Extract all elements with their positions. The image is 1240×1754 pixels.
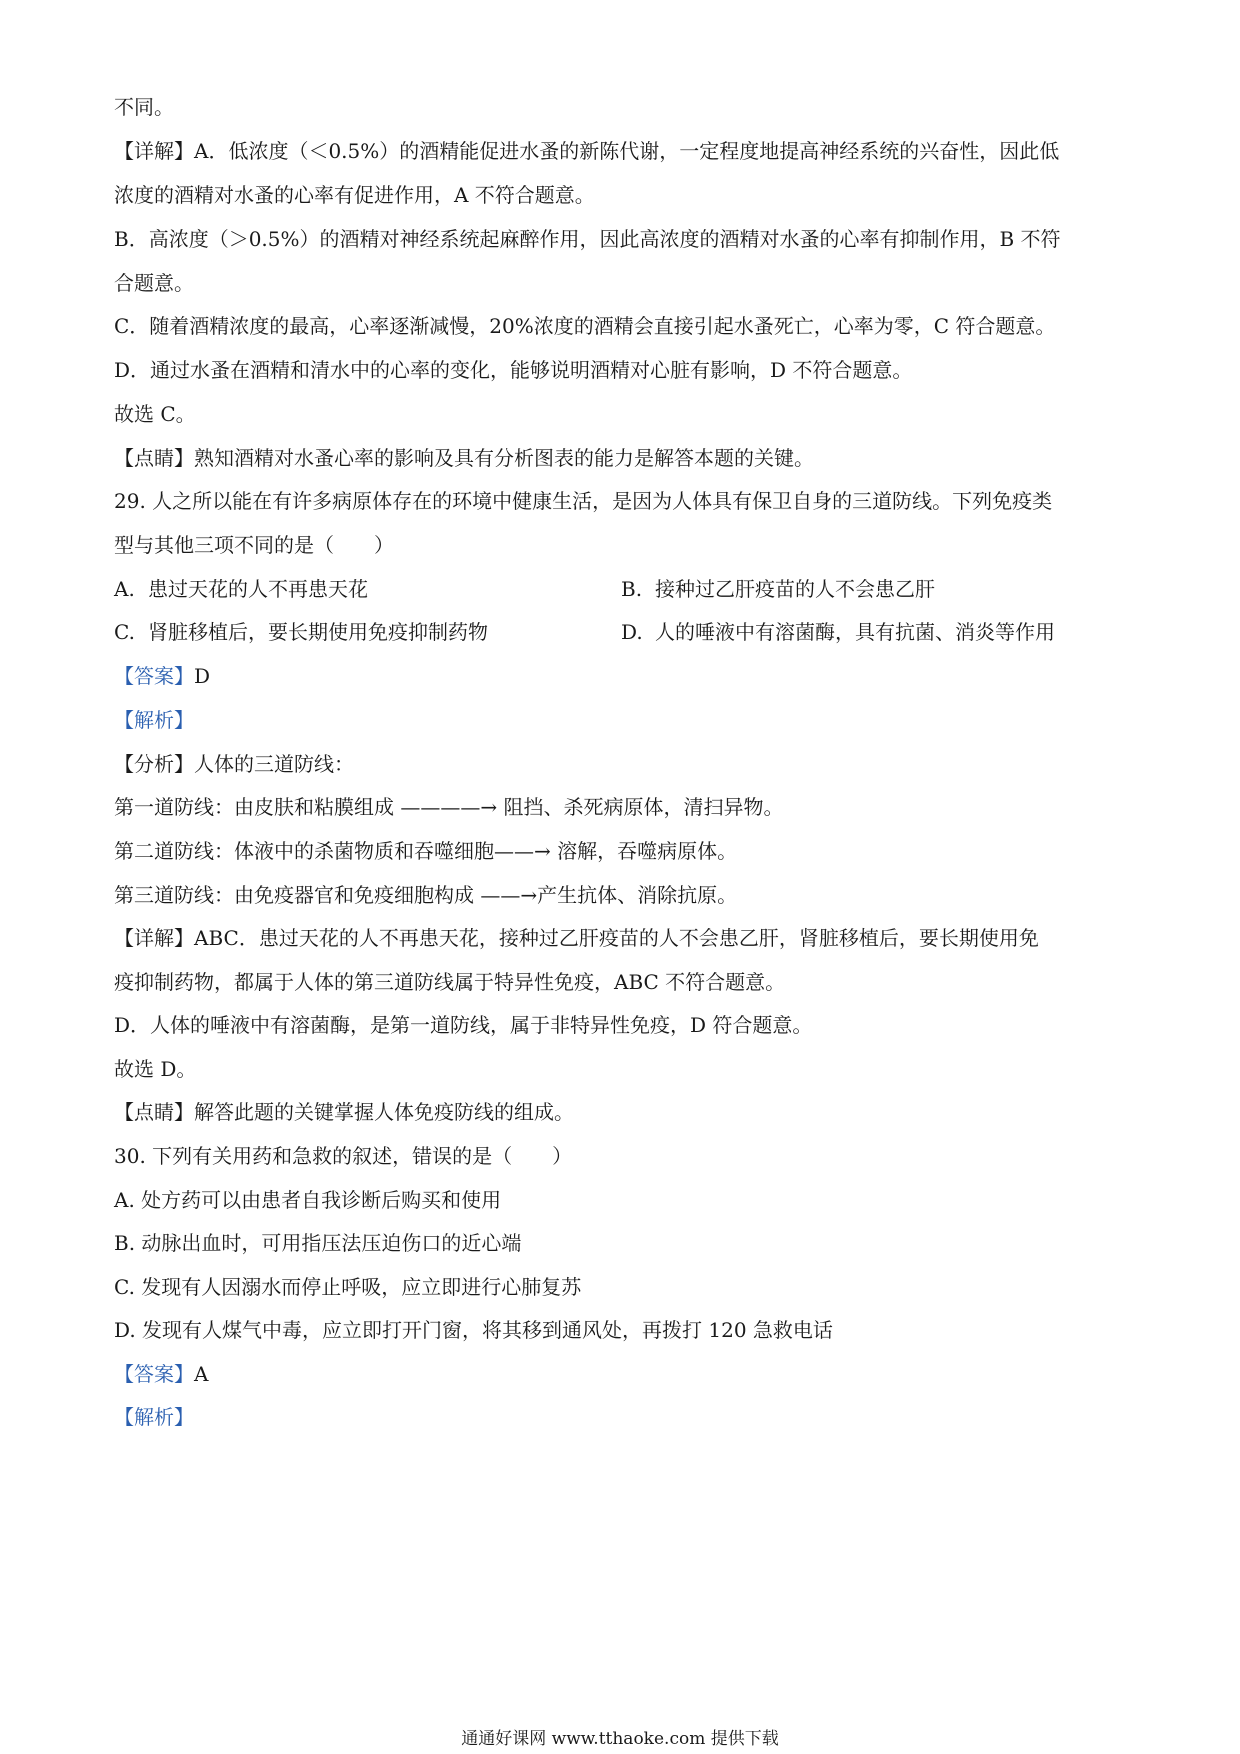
text-line: 合题意。 [114, 271, 194, 295]
q30-option-b: B. 动脉出血时，可用指压法压迫伤口的近心端 [114, 1231, 522, 1255]
q29-option-b [621, 574, 935, 604]
text-line: 【点睛】熟知酒精对水蚤心率的影响及具有分析图表的能力是解答本题的关键。 [114, 446, 814, 470]
text-line: 第二道防线：体液中的杀菌物质和吞噬细胞——→ 溶解，吞噬病原体。 [114, 839, 738, 863]
q29-analysis-tag: 【解析】 [114, 708, 194, 732]
option-text: 接种过乙肝疫苗的人不会患乙肝 [655, 577, 935, 601]
text-line: 第三道防线：由免疫器官和免疫细胞构成 ——→产生抗体、消除抗原。 [114, 883, 738, 907]
text-line: 不同。 [114, 95, 174, 119]
q29-answer [114, 661, 1134, 691]
text-line: B．高浓度（＞0.5%）的酒精对神经系统起麻醉作用，因此高浓度的酒精对水蚤的心率有抑制作用，B 不符 [114, 227, 1061, 251]
text-line: 故选 C。 [114, 402, 196, 426]
page-footer: 通通好课网 www.tthaoke.com 提供下载 [461, 1729, 779, 1749]
option-text: 患过天花的人不再患天花 [148, 577, 368, 601]
answer-value: D [194, 664, 211, 688]
option-letter: A. [114, 577, 135, 601]
answer-tag: 【答案】 [114, 1362, 194, 1386]
text-line: D．人体的唾液中有溶菌酶，是第一道防线，属于非特异性免疫，D 符合题意。 [114, 1013, 813, 1037]
q29-option-d [621, 617, 1055, 647]
option-text: 肾脏移植后，要长期使用免疫抑制药物 [148, 620, 488, 644]
text-line: 故选 D。 [114, 1057, 197, 1081]
answer-tag: 【答案】 [114, 664, 194, 688]
question-29-stem: 29. 人之所以能在有许多病原体存在的环境中健康生活，是因为人体具有保卫自身的三道防线。下列免疫类 [114, 489, 1053, 513]
q30-answer [114, 1359, 1134, 1389]
text-line: 疫抑制药物，都属于人体的第三道防线属于特异性免疫，ABC 不符合题意。 [114, 970, 786, 994]
option-letter: D. [621, 620, 643, 644]
text-line: D．通过水蚤在酒精和清水中的心率的变化，能够说明酒精对心脏有影响，D 不符合题意。 [114, 358, 913, 382]
text-line: 【分析】人体的三道防线： [114, 752, 354, 776]
q29-option-a [114, 574, 368, 604]
text-line: 第一道防线：由皮肤和粘膜组成 ————→ 阻挡、杀死病原体，清扫异物。 [114, 795, 784, 819]
question-29-stem: 型与其他三项不同的是（ ） [114, 533, 394, 557]
q29-option-c [114, 617, 488, 647]
q30-option-c: C. 发现有人因溺水而停止呼吸，应立即进行心肺复苏 [114, 1275, 582, 1299]
option-letter: C. [114, 620, 135, 644]
text-line: 【详解】A．低浓度（＜0.5%）的酒精能促进水蚤的新陈代谢，一定程度地提高神经系统的兴奋性，因此低 [114, 139, 1060, 163]
option-letter: B. [621, 577, 643, 601]
q30-option-a: A. 处方药可以由患者自我诊断后购买和使用 [114, 1188, 502, 1212]
option-text: 人的唾液中有溶菌酶，具有抗菌、消炎等作用 [655, 620, 1055, 644]
text-line: 【详解】ABC．患过天花的人不再患天花，接种过乙肝疫苗的人不会患乙肝，肾脏移植后，要长期使用免 [114, 926, 1039, 950]
text-line: 【点睛】解答此题的关键掌握人体免疫防线的组成。 [114, 1100, 574, 1124]
q30-analysis-tag: 【解析】 [114, 1405, 194, 1429]
answer-value: A [194, 1362, 209, 1386]
text-line: 浓度的酒精对水蚤的心率有促进作用，A 不符合题意。 [114, 183, 595, 207]
q30-option-d: D. 发现有人煤气中毒，应立即打开门窗，将其移到通风处，再拨打 120 急救电话 [114, 1318, 833, 1342]
question-30-stem: 30. 下列有关用药和急救的叙述，错误的是（ ） [114, 1144, 573, 1168]
text-line: C．随着酒精浓度的最高，心率逐渐减慢，20%浓度的酒精会直接引起水蚤死亡，心率为零，C 符合题意。 [114, 314, 1056, 338]
